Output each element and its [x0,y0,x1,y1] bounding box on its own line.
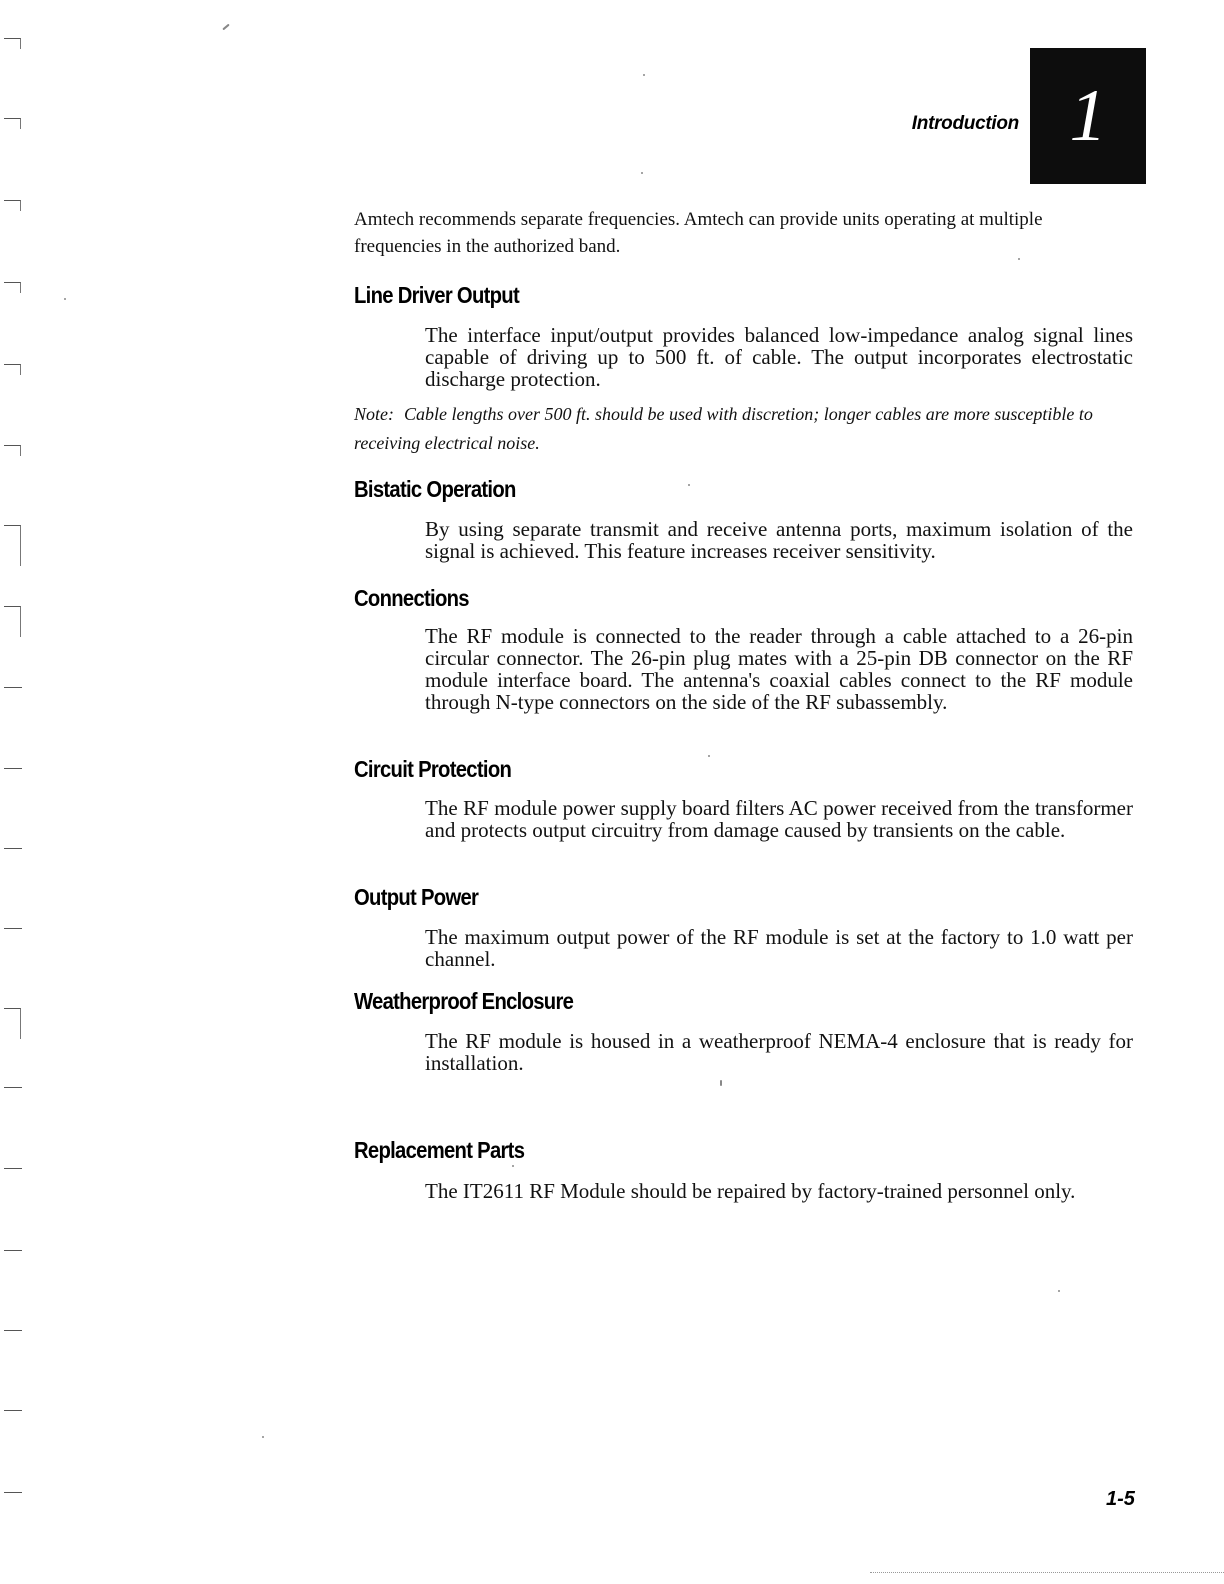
intro-paragraph: Amtech recommends separate frequencies. Amtech can provide units operating at multiple frequencies in the authorized band. [354,209,1043,257]
chapter-number: 1 [1069,75,1107,157]
edge-mark [4,1330,22,1341]
page-number: 1-5 [1106,1488,1135,1510]
edge-mark [4,525,21,566]
scan-speck [222,24,229,31]
section-heading-weatherproof-enclosure: Weatherproof Enclosure [354,988,574,1014]
scan-speck [643,74,645,76]
section-heading-output-power: Output Power [354,884,479,910]
scan-speck [688,484,690,486]
edge-mark [4,445,21,456]
section-heading-line-driver-output: Line Driver Output [354,282,520,308]
edge-mark [4,1250,22,1261]
scan-speck [262,1436,264,1438]
edge-mark [4,848,22,859]
note-label: Note: [354,404,394,424]
section-body-bistatic-operation: By using separate transmit and receive antenna ports, maximum isolation of the signal is achieved. This feature increases receiver sensitivity. [425,517,1133,563]
scan-speck [720,1080,722,1086]
section-heading-bistatic-operation: Bistatic Operation [354,476,516,502]
edge-mark [4,1008,21,1039]
note [354,400,1114,458]
section-body-connections: The RF module is connected to the reader through a cable attached to a 26-pin circular connector. The 26-pin plug mates with a 25-pin DB connector on the RF module interface board. The antenna's coaxial cables connect to the RF module through N-type connectors on the side of the RF subassembly. [425,624,1133,714]
scan-edge-marks [0,0,30,1584]
edge-mark [4,200,21,211]
edge-mark [4,1087,22,1098]
note-text: Cable lengths over 500 ft. should be used with discretion; longer cables are more susceptible to receiving electrical noise. [354,404,1093,453]
edge-mark [4,364,21,375]
scan-speck [641,172,643,174]
section-body-weatherproof-enclosure: The RF module is housed in a weatherproof NEMA-4 enclosure that is ready for installation. [425,1029,1133,1075]
edge-mark [4,1410,22,1421]
chapter-number-tab [1030,48,1146,184]
scan-speck [512,1165,514,1167]
edge-mark [4,1168,22,1179]
section-heading-connections: Connections [354,585,469,611]
section-heading-replacement-parts: Replacement Parts [354,1137,525,1163]
edge-mark [4,282,21,293]
scan-speck [64,298,66,300]
edge-mark [4,118,21,129]
section-body-replacement-parts: The IT2611 RF Module should be repaired by factory-trained personnel only. [425,1179,1076,1203]
edge-mark [4,928,22,939]
scan-speck [708,755,710,757]
edge-mark [4,687,22,698]
section-body-output-power: The maximum output power of the RF module is set at the factory to 1.0 watt per channel. [425,925,1133,971]
chapter-label: Introduction [911,113,1019,134]
edge-mark [4,1492,22,1503]
edge-mark [4,38,21,49]
scan-speck [1058,1290,1060,1292]
section-heading-circuit-protection: Circuit Protection [354,756,512,782]
section-body-line-driver-output: The interface input/output provides balanced low-impedance analog signal lines capable of driving up to 500 ft. of cable. The output incorporates electrostatic discharge protection. [425,323,1133,391]
edge-mark [4,606,21,637]
bottom-scan-rule [870,1572,1224,1573]
section-body-circuit-protection: The RF module power supply board filters AC power received from the transformer and protects output circuitry from damage caused by transients on the cable. [425,796,1133,842]
edge-mark [4,768,22,779]
